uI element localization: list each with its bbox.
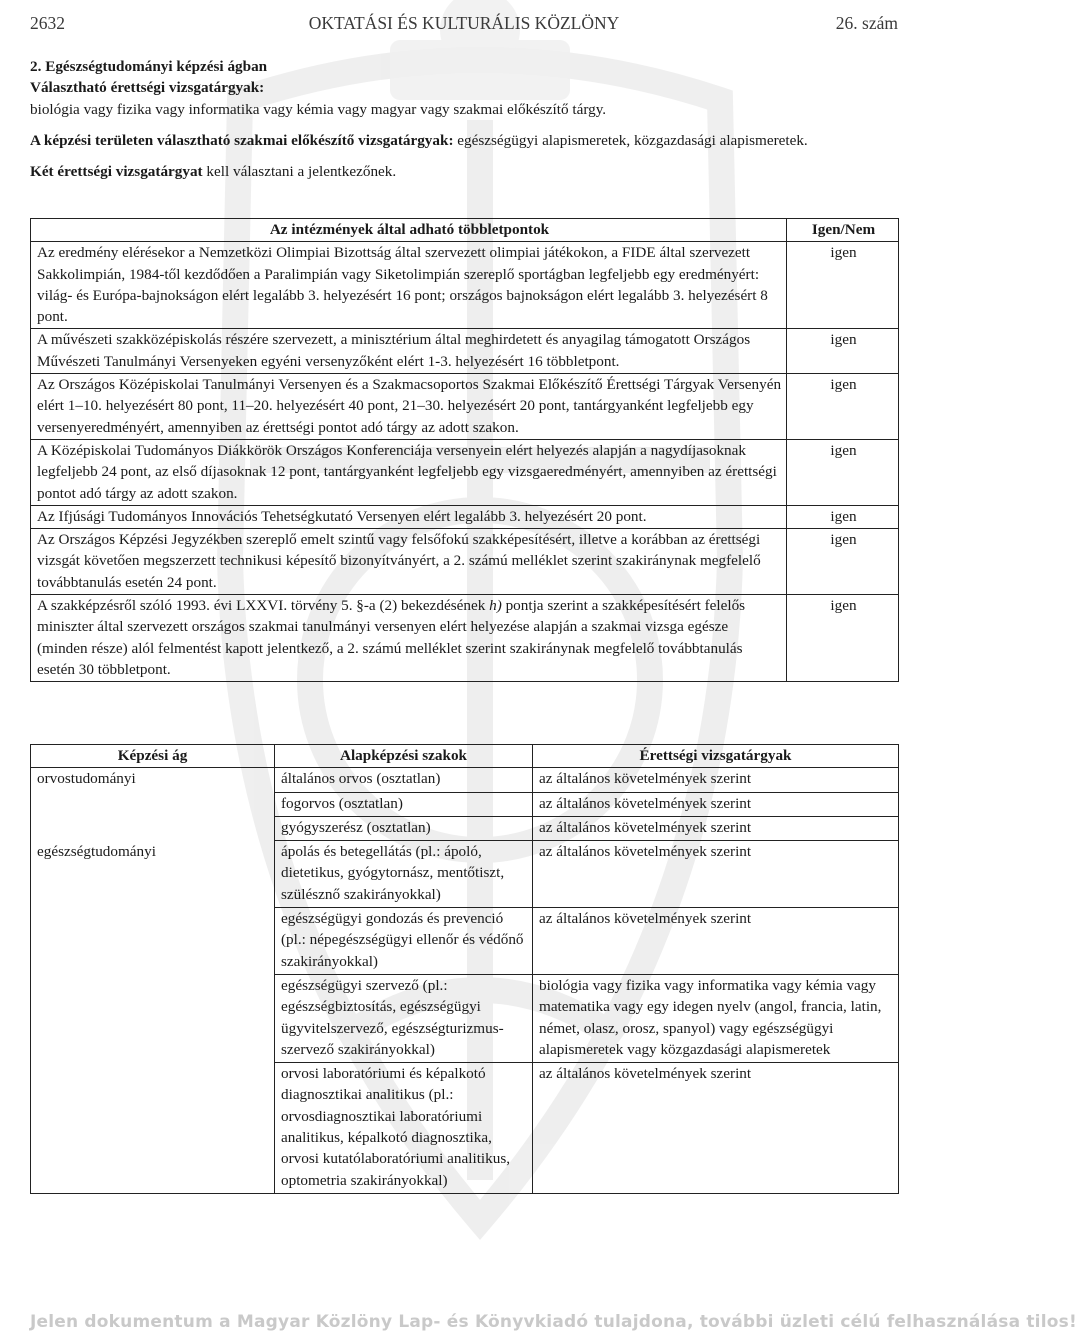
training-branch [31,1063,275,1194]
choice-count: Két érettségi vizsgatárgyat [30,163,203,181]
subjects-list: biológia vagy fizika vagy informatika vagy kémia vagy magyar vagy szakmai előkészítő tárgy. [30,100,607,118]
table-row [31,974,899,1062]
column-header: Érettségi vizsgatárgyak [533,745,899,768]
table-row [31,374,899,440]
table-row [31,841,899,908]
program-name: általános orvos (osztatlan) [275,768,533,792]
copyright-notice: Jelen dokumentum a Magyar Közlöny Lap- és Könyvkiadó tulajdona, további üzleti célú felhasználása tilos! [30,1312,1077,1332]
bonus-description: A művészeti szakközépiskolás részére szervezett, a minisztérium által meghirdetett és anyagilag támogatott Országos Művészeti Tanulmányi Versenyeken egyéni versenyzőként elért 1-3. helyezésért 16 többletpont. [31,329,787,374]
program-name: egészségügyi gondozás és prevenció (pl.: népegészségügyi ellenőr és védőnő szakirányokkal) [275,908,533,975]
table-row [31,595,899,682]
training-branch [31,974,275,1062]
program-name: orvosi laboratóriumi és képalkotó diagnosztikai analitikus (pl.: orvosdiagnosztikai laboratóriumi analitikus, képalkotó diagnosztika, orvosi kutatólaboratóriumi analitikus, optometria szakirányokkal) [275,1063,533,1194]
bonus-allowed: igen [787,242,899,329]
table-row [31,242,899,329]
column-header: Alapképzési szakok [275,745,533,768]
table-row [31,908,899,975]
training-branch: orvostudományi [31,768,275,792]
running-header [30,12,898,36]
bonus-text-italic: h) [489,597,502,615]
exam-subjects: az általános követelmények szerint [533,816,899,840]
training-branch [31,908,275,975]
table-row [31,816,899,840]
column-header: Az intézmények által adható többletpontok [31,219,787,242]
choice-rest: kell választani a jelentkezőnek. [206,163,397,181]
table-row [31,792,899,816]
bonus-allowed: igen [787,374,899,440]
bonus-allowed: igen [787,329,899,374]
exam-subjects: az általános követelmények szerint [533,768,899,792]
prep-subjects-label: A képzési területen választható szakmai előkészítő vizsgatárgyak: [30,131,454,149]
table-row [31,529,899,595]
training-branch [31,816,275,840]
page-number: 2632 [30,13,65,33]
section-heading: 2. Egészségtudományi képzési ágban [30,58,268,75]
programs-table [30,744,899,1194]
journal-title: OKTATÁSI ÉS KULTURÁLIS KÖZLÖNY [308,13,620,33]
bonus-description: A Középiskolai Tudományos Diákkörök Országos Konferenciája versenyein elért helyezés alapján a nagydíjasoknak legfeljebb 24 pont, az első díjasoknak 12 pont, tantárgyanként legfeljebb egy vizsgaeredményért, amennyiben az érettségi pontot adó tárgy az adott szakon. [31,439,787,505]
bonus-text-part: A szakképzésről szóló 1993. évi LXXVI. törvény 5. §-a (2) bekezdésének [37,597,490,615]
bonus-allowed: igen [787,595,899,682]
exam-subjects: az általános követelmények szerint [533,908,899,975]
choice-paragraph [30,161,898,182]
column-header: Képzési ág [31,745,275,768]
bonus-description: Az Ifjúsági Tudományos Innovációs Tehetségkutató Versenyen elért legalább 3. helyezésért 20 pont. [31,505,787,528]
bonus-description: Az Országos Képzési Jegyzékben szereplő emelt szintű vagy felsőfokú szakképesítésért, illetve a korábban az érettségi vizsgát követően megszerzett technikusi képesítő bizonyítványért, a 2. számú melléklet szerint szakiránynak megfelelő továbbtanulás esetén 24 pont. [31,529,787,595]
table-row [31,768,899,792]
bonus-points-table [30,218,899,682]
table-row [31,1063,899,1194]
bonus-description: Az eredmény elérésekor a Nemzetközi Olimpiai Bizottság által szervezett olimpiai játékokon, a FIDE által szervezett Sakkolimpián, 1984-től kezdődően a Paralimpián vagy Siketolimpián szereplő sportágban legfeljebb egy eredményért: világ- és Európa-bajnokságon elért legalább 3. helyezésért 16 pont; országos bajnokságon elért legalább 3. helyezésért 8 pont. [31,242,787,329]
training-branch [31,792,275,816]
program-name: fogorvos (osztatlan) [275,792,533,816]
program-name: egészségügyi szervező (pl.: egészségbiztosítás, egészségügyi ügyvitelszervező, egészségturizmus-szervező szakirányokkal) [275,974,533,1062]
bonus-description [31,595,787,682]
bonus-allowed: igen [787,439,899,505]
bonus-description: Az Országos Középiskolai Tanulmányi Versenyen és a Szakmacsoportos Szakmai Előkészítő Érettségi Tárgyak Versenyén elért 1–10. helyezésért 80 pont, 11–20. helyezésért 40 pont, 21–30. helyezésért 20 pont, tantárgyanként legfeljebb egy versenyeredményért, amennyiben az érettségi pontot adó tárgy az adott szakon. [31,374,787,440]
bonus-allowed: igen [787,529,899,595]
intro-section [30,56,898,182]
bonus-text-part: pontja szerint a szakképesítésért felelős miniszter által szervezett országos szakmai tanulmányi versenyen elért helyezése alapján a szakmai vizsga egésze (minden része) alól felmentést kapott jelentkező, a 2. számú melléklet szerint szakiránynak megfelelő továbbtanulás esetén 30 többletpont. [37,597,746,678]
prep-subjects-paragraph [30,130,898,151]
table-row [31,329,899,374]
table-header-row [31,219,899,242]
exam-subjects: az általános követelmények szerint [533,1063,899,1194]
exam-subjects: az általános követelmények szerint [533,841,899,908]
section-subheading: Választható érettségi vizsgatárgyak: [30,79,265,97]
column-header: Igen/Nem [787,219,899,242]
prep-subjects-value: egészségügyi alapismeretek, közgazdasági alapismeretek. [457,131,808,149]
bonus-allowed: igen [787,505,899,528]
issue-number: 26. szám [835,13,898,33]
program-name: gyógyszerész (osztatlan) [275,816,533,840]
training-branch: egészségtudományi [31,841,275,908]
table-header-row [31,745,899,768]
exam-subjects: az általános követelmények szerint [533,792,899,816]
table-row [31,439,899,505]
exam-subjects: biológia vagy fizika vagy informatika vagy kémia vagy matematika vagy egy idegen nyelv (angol, francia, latin, német, olasz, orosz, spanyol) vagy egészségügyi alapismeretek vagy közgazdasági alapismeretek [533,974,899,1062]
program-name: ápolás és betegellátás (pl.: ápoló, dietetikus, gyógytornász, mentőtiszt, szülésznő szakirányokkal) [275,841,533,908]
table-row [31,505,899,528]
